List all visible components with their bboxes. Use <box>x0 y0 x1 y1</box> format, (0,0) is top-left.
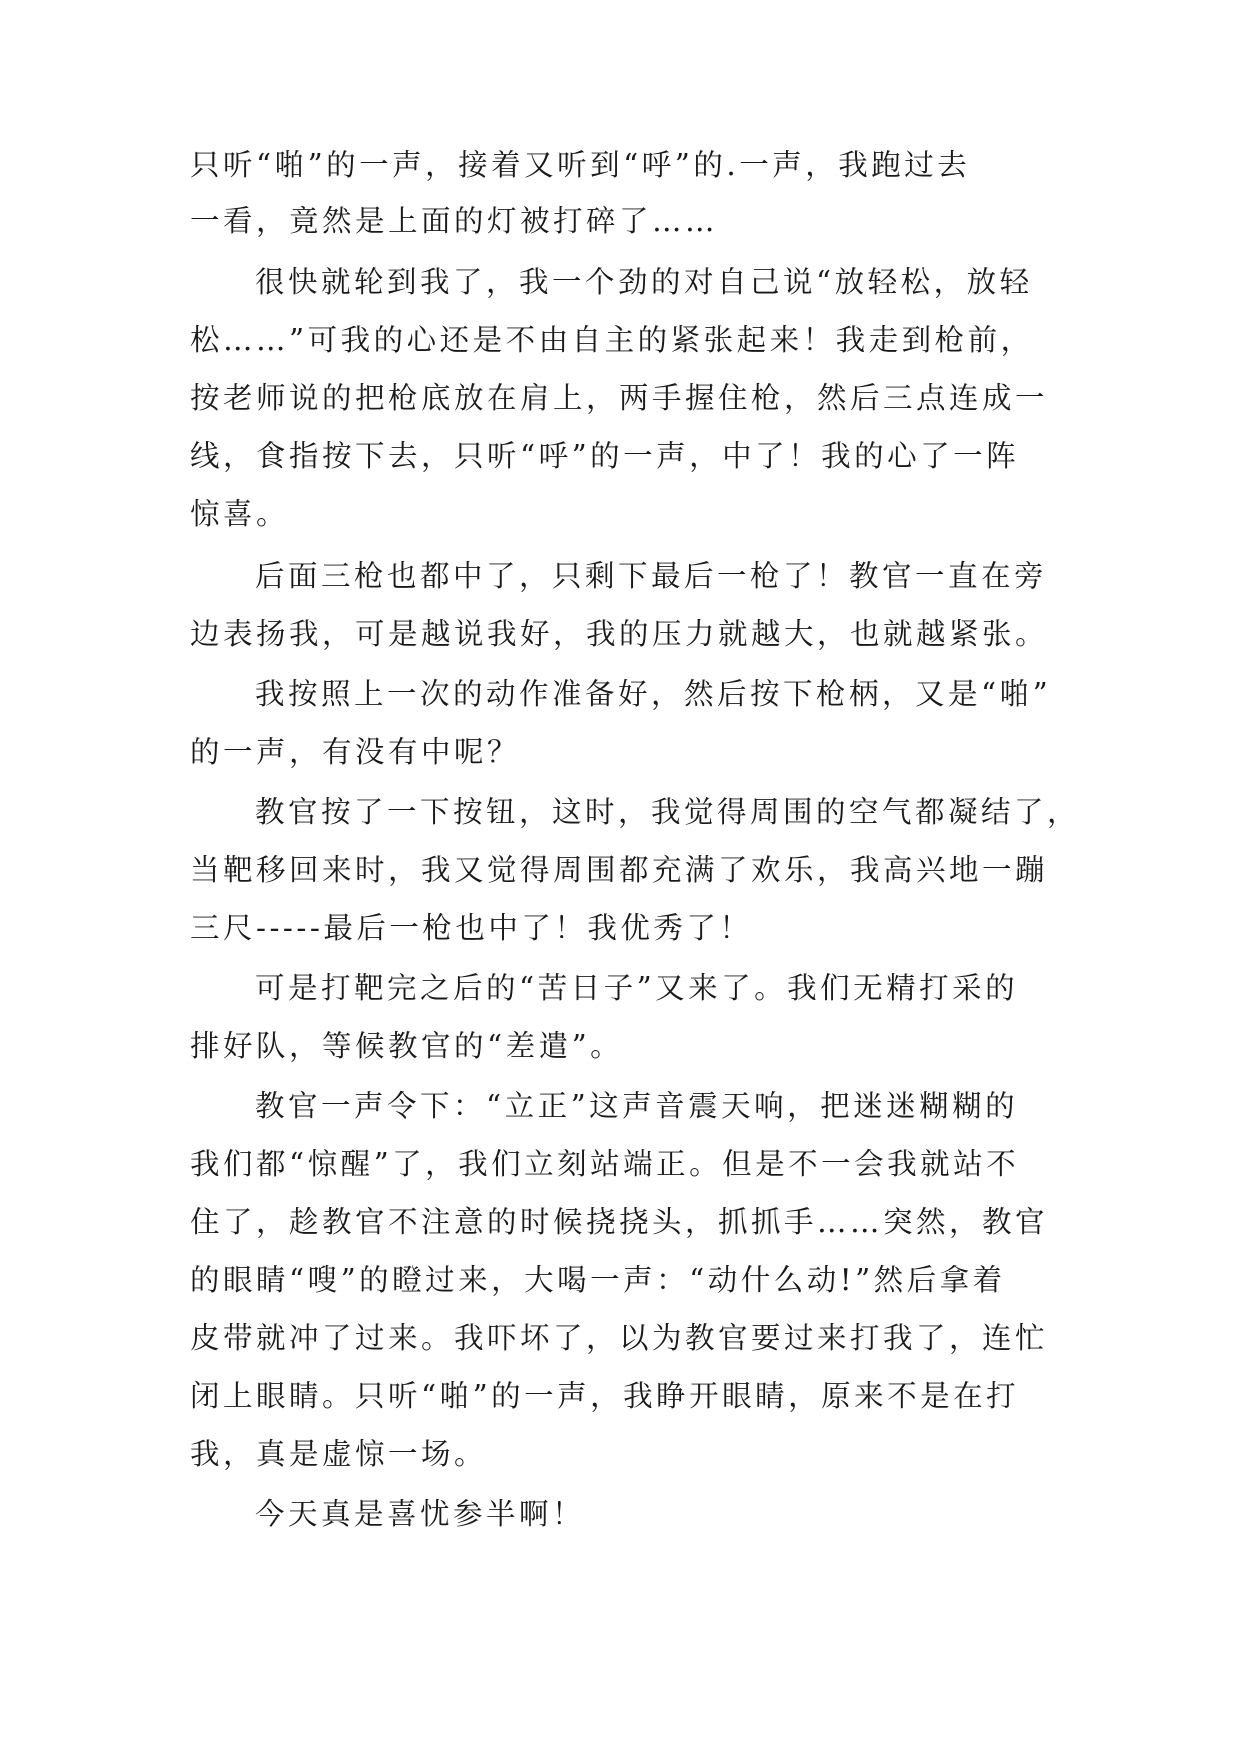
text-line: 闭上眼睛。只听“啪”的一声，我睁开眼睛，原来不是在打 <box>190 1379 1020 1413</box>
text-line: 松……”可我的心还是不由自主的紧张起来！我走到枪前， <box>190 323 1034 357</box>
text-line: 教官按了一下按钮，这时，我觉得周围的空气都凝结了， <box>255 795 1081 829</box>
text-line: 的眼睛“嗖”的瞪过来，大喝一声：“动什么动!”然后拿着 <box>190 1263 1006 1297</box>
text-line: 边表扬我，可是越说我好，我的压力就越大，也就越紧张。 <box>190 617 1049 651</box>
text-line: 惊喜。 <box>190 497 290 531</box>
text-line: 我们都“惊醒”了，我们立刻站端正。但是不一会我就站不 <box>190 1147 1020 1181</box>
text-line: 皮带就冲了过来。我吓坏了，以为教官要过来打我了，连忙 <box>190 1321 1049 1355</box>
text-line: 线，食指按下去，只听“呼”的一声，中了！我的心了一阵 <box>190 439 1020 473</box>
text-line: 教官一声令下：“立正”这声音震天响，把迷迷糊糊的 <box>255 1089 1019 1123</box>
text-line: 三尺-----最后一枪也中了！我优秀了！ <box>190 911 753 945</box>
text-line: 很快就轮到我了，我一个劲的对自己说“放轻松，放轻 <box>255 265 1033 299</box>
text-line: 我按照上一次的动作准备好，然后按下枪柄，又是“啪” <box>255 677 1052 711</box>
text-line: 当靶移回来时，我又觉得周围都充满了欢乐，我高兴地一蹦 <box>190 853 1049 887</box>
text-line: 住了，趁教官不注意的时候挠挠头，抓抓手……突然，教官 <box>190 1205 1049 1239</box>
text-line: 可是打靶完之后的“苦日子”又来了。我们无精打采的 <box>255 971 1019 1005</box>
text-line: 只听“啪”的一声，接着又听到“呼”的.一声，我跑过去 <box>190 148 971 182</box>
text-line: 按老师说的把枪底放在肩上，两手握住枪，然后三点连成一 <box>190 381 1049 415</box>
text-line: 我，真是虚惊一场。 <box>190 1437 488 1471</box>
text-line: 排好队，等候教官的“差遣”。 <box>190 1029 624 1063</box>
text-line: 后面三枪也都中了，只剩下最后一枪了！教官一直在旁 <box>255 559 1048 593</box>
text-line: 今天真是喜忧参半啊！ <box>255 1497 586 1531</box>
text-line: 的一声，有没有中呢？ <box>190 735 521 769</box>
text-line: 一看，竟然是上面的灯被打碎了…… <box>190 204 719 238</box>
